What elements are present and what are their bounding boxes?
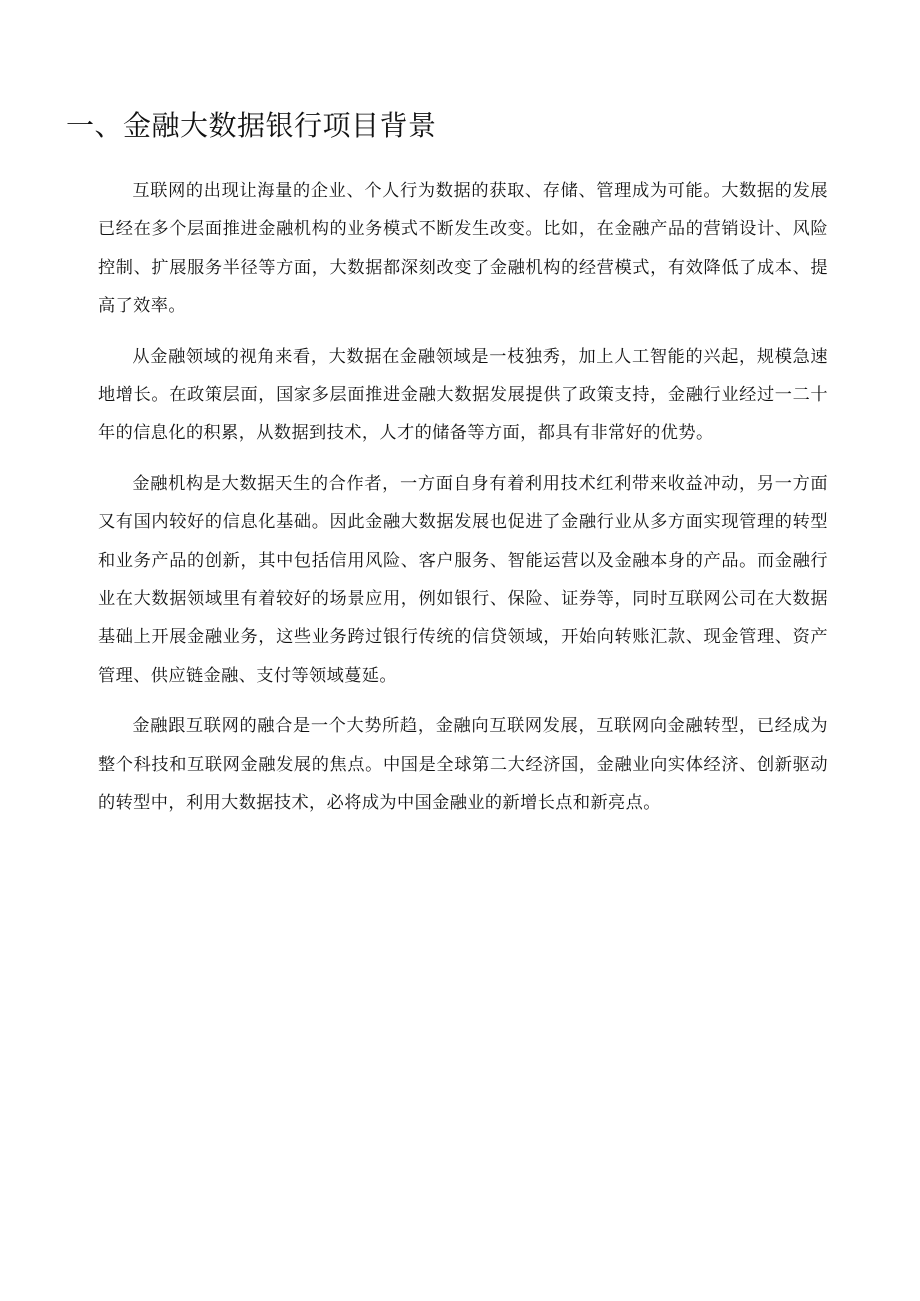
paragraph-4: 金融跟互联网的融合是一个大势所趋，金融向互联网发展，互联网向金融转型，已经成为整个科技和互联网金融发展的焦点。中国是全球第二大经济国，金融业向实体经济、创新驱动的转型中，利用大数据技术，必将成为中国金融业的新增长点和新亮点。: [98, 716, 828, 814]
paragraph-1: 互联网的出现让海量的企业、个人行为数据的获取、存储、管理成为可能。大数据的发展已经在多个层面推进金融机构的业务模式不断发生改变。比如，在金融产品的营销设计、风险控制、扩展服务半径等方面，大数据都深刻改变了金融机构的经营模式，有效降低了成本、提高了效率。: [98, 181, 828, 317]
paragraph-3: 金融机构是大数据天生的合作者，一方面自身有着利用技术红利带来收益冲动，另一方面又有国内较好的信息化基础。因此金融大数据发展也促进了金融行业从多方面实现管理的转型和业务产品的创新，其中包括信用风险、客户服务、智能运营以及金融本身的产品。而金融行业在大数据领域里有着较好的场景应用，例如银行、保险、证券等，同时互联网公司在大数据基础上开展金融业务，这些业务跨过银行传统的信贷领域，开始向转账汇款、现金管理、资产管理、供应链金融、支付等领域蔓延。: [98, 473, 828, 686]
section-heading: 一、金融大数据银行项目背景: [66, 109, 437, 142]
paragraph-2: 从金融领域的视角来看，大数据在金融领域是一枝独秀，加上人工智能的兴起，规模急速地增长。在政策层面，国家多层面推进金融大数据发展提供了政策支持，金融行业经过一二十年的信息化的积累，从数据到技术，人才的储备等方面，都具有非常好的优势。: [98, 346, 828, 444]
body-text: [98, 172, 828, 835]
